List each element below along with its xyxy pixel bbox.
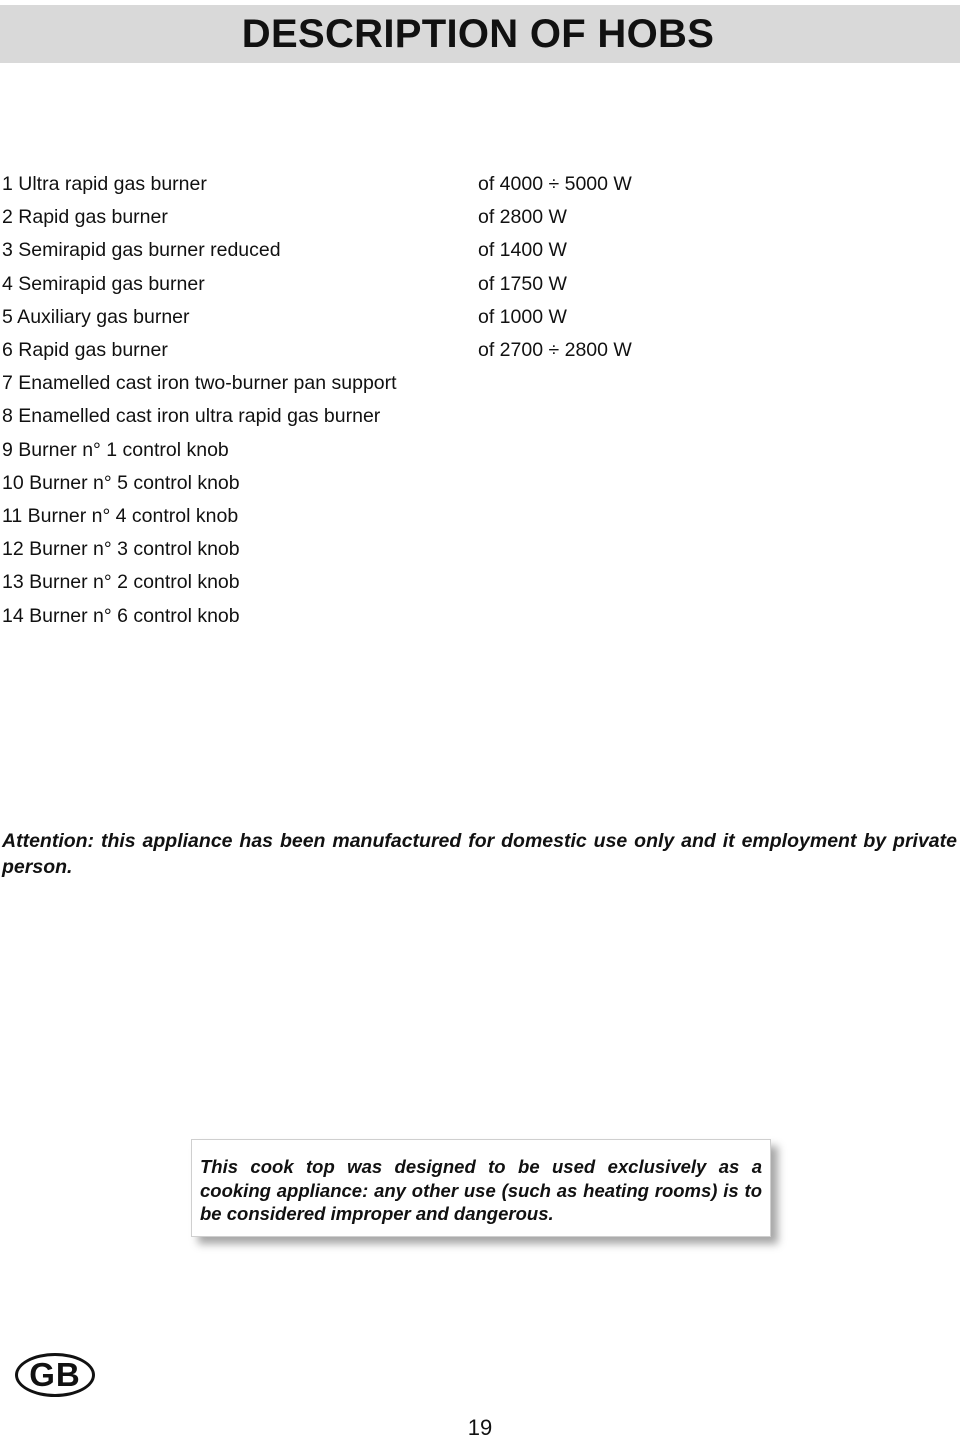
part-label: 11 Burner n° 4 control knob [2, 504, 239, 527]
part-label: 4 Semirapid gas burner [2, 272, 205, 295]
list-item [2, 434, 702, 467]
part-label: 2 Rapid gas burner [2, 206, 168, 229]
list-item [2, 467, 702, 500]
part-label: 14 Burner n° 6 control knob [2, 604, 240, 627]
list-item [2, 566, 702, 599]
page-title: DESCRIPTION OF HOBS [241, 11, 715, 56]
part-label: 10 Burner n° 5 control knob [2, 471, 240, 494]
part-label: 1 Ultra rapid gas burner [2, 173, 207, 196]
part-power: of 2800 W [478, 206, 567, 229]
part-label: 5 Auxiliary gas burner [2, 305, 190, 328]
list-item [2, 400, 702, 433]
part-label: 13 Burner n° 2 control knob [2, 571, 240, 594]
title-bar [0, 5, 960, 63]
attention-note: Attention: this appliance has been manufactured for domestic use only and it employment by private person. [2, 829, 957, 878]
part-power: of 1750 W [478, 272, 567, 295]
list-item [2, 334, 702, 367]
list-item [2, 367, 702, 400]
language-badge: GB [15, 1353, 95, 1397]
list-item [2, 533, 702, 566]
list-item [2, 168, 702, 201]
safety-notice-box [191, 1139, 771, 1237]
part-label: 9 Burner n° 1 control knob [2, 438, 229, 461]
part-power: of 1400 W [478, 239, 567, 262]
safety-notice-text: This cook top was designed to be used exclusively as a cooking appliance: any other use (such as heating rooms) is to be considered improper and dangerous. [200, 1156, 762, 1224]
part-power: of 1000 W [478, 305, 567, 328]
list-item [2, 301, 702, 334]
list-item [2, 500, 702, 533]
part-power: of 4000 ÷ 5000 W [478, 173, 632, 196]
list-item [2, 234, 702, 267]
list-item [2, 201, 702, 234]
part-label: 3 Semirapid gas burner reduced [2, 239, 281, 262]
page-number: 19 [467, 1415, 493, 1440]
part-power: of 2700 ÷ 2800 W [478, 339, 632, 362]
part-label: 12 Burner n° 3 control knob [2, 538, 240, 561]
parts-list [2, 168, 702, 633]
list-item [2, 268, 702, 301]
part-label: 8 Enamelled cast iron ultra rapid gas burner [2, 405, 381, 428]
list-item [2, 599, 702, 632]
part-label: 7 Enamelled cast iron two-burner pan support [2, 372, 397, 395]
part-label: 6 Rapid gas burner [2, 339, 168, 362]
